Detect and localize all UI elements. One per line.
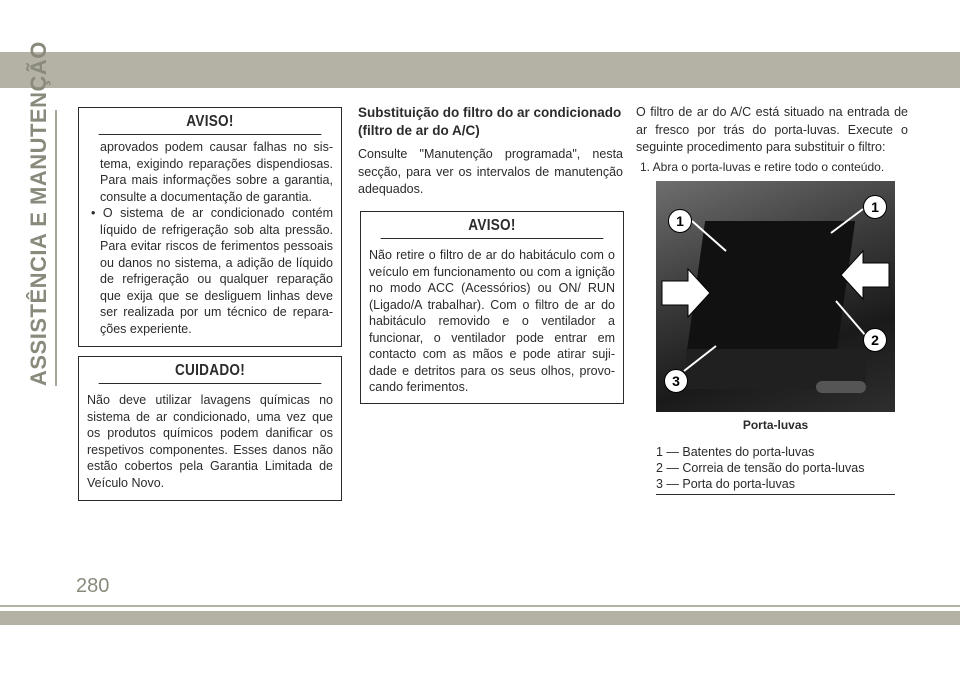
photo-legend	[656, 444, 895, 492]
section-title: ASSISTÊNCIA E MANUTENÇÃO	[26, 41, 51, 386]
warning-title: AVISO!	[99, 108, 322, 135]
warning-box-1	[78, 107, 342, 347]
section-divider	[55, 110, 57, 386]
warning-title-2: AVISO!	[381, 212, 604, 239]
legend-item: 1 — Batentes do porta-luvas	[656, 445, 815, 459]
footer-rule	[0, 605, 960, 607]
arrows-overlay	[656, 181, 895, 412]
footer-band	[0, 611, 960, 625]
legend-item: 3 — Porta do porta-luvas	[656, 477, 795, 491]
caution-text: Não deve utilizar lavagens químicas no sistema de ar condicionado, uma vez que os produtos químicos podem danificar os respetivos componentes. Esses danos não estão cobertos pela Garantia Limitada de Veículo Novo.	[87, 393, 333, 490]
page-number: 280	[76, 575, 110, 597]
legend-item: 2 — Correia de tensão do porta-luvas	[656, 461, 865, 475]
header-band	[0, 52, 960, 88]
filter-heading: Substituição do filtro do ar condicionado (filtro de ar do A/C)	[358, 105, 622, 138]
legend-rule	[656, 494, 895, 495]
warning-box-2	[360, 211, 624, 404]
warning-bullet: • O sistema de ar condicionado contém líquido de refrigeração sob alta pressão. Para evitar riscos de ferimentos pessoais ou danos no sistema, a adição de líquido de refrigeração ou qualquer reparação que exija que se desliguem linhas deve ser realizada por um técnico de repara-ções experiente.	[91, 206, 333, 336]
step-1: 1. Abra o porta-luvas e retire todo o conteúdo.	[640, 160, 885, 174]
glove-box-photo	[656, 181, 895, 412]
maintenance-paragraph: Consulte "Manutenção programada", nesta secção, para ver os intervalos de manutenção adequados.	[358, 147, 623, 196]
warning-text-2: Não retire o filtro de ar do habitáculo com o veículo em funcionamento ou com a ignição no modo ACC (Acessórios) ou ON/ RUN (Ligado/A trabalhar). Com o filtro de ar do habitáculo removido e o ventilador a funcionar, o ventilador pode entrar em contacto com as mãos e pode atirar suji-dade e detritos para os seus olhos, provo-cando ferimentos.	[369, 248, 615, 394]
caution-box	[78, 356, 342, 501]
caution-title: CUIDADO!	[99, 357, 322, 384]
callout-2: 2	[863, 328, 887, 352]
callout-3: 3	[664, 369, 688, 393]
warning-continuation: aprovados podem causar falhas no sis-tema, exigindo reparações dispendiosas. Para mais informações sobre a garantia, consulte a documentação de garantia.	[100, 140, 333, 204]
callout-1-right: 1	[863, 195, 887, 219]
filter-intro: O filtro de ar do A/C está situado na entrada de ar fresco por trás do porta-luvas. Execute o seguinte procedimento para substituir o filtro:	[636, 105, 908, 154]
callout-1-left: 1	[668, 209, 692, 233]
photo-caption: Porta-luvas	[742, 418, 809, 432]
